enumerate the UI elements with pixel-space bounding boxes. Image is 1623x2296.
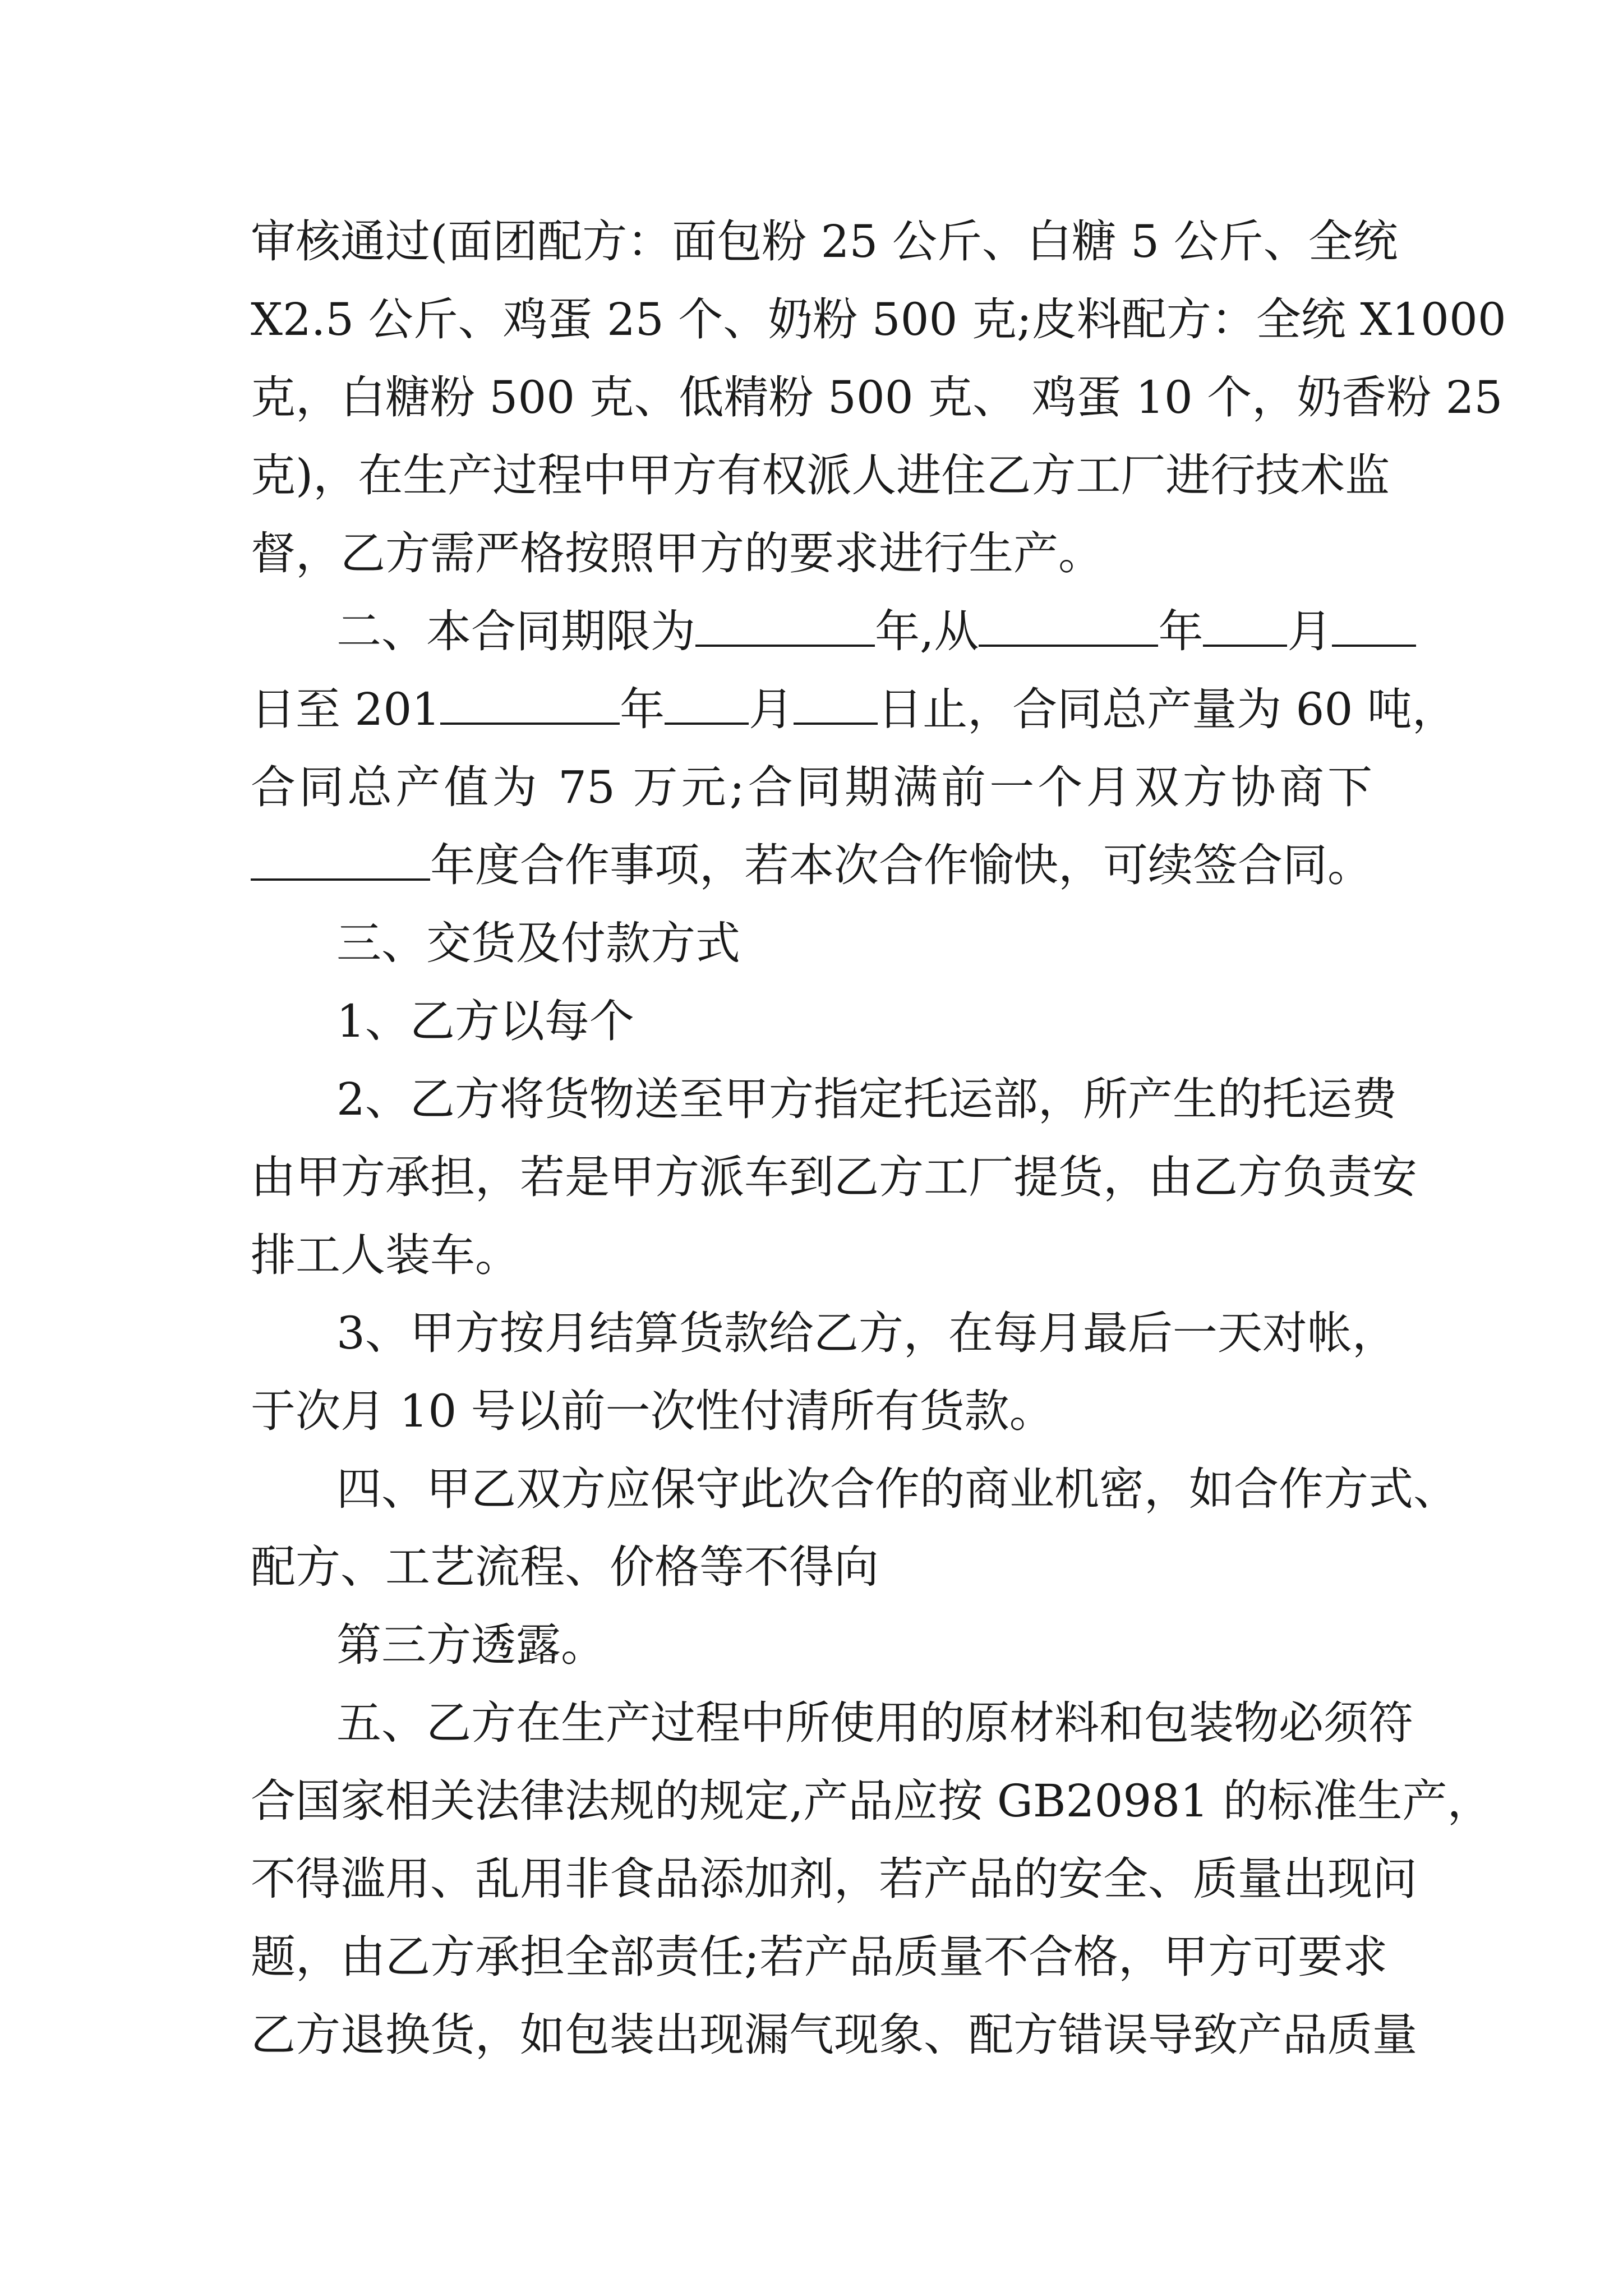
text-line: 2、乙方将货物送至甲方指定托运部，所产生的托运费 — [336, 1073, 1397, 1125]
text-line: 四、甲乙双方应保守此次合作的商业机密，如合作方式、 — [336, 1463, 1458, 1515]
text-line: 合同总产值为 75 万元;合同期满前一个月双方协商下 — [251, 761, 1372, 813]
fill-in-blank[interactable] — [251, 840, 430, 881]
text-line: 排工人装车。 — [251, 1229, 520, 1281]
fill-in-blank[interactable] — [794, 684, 878, 725]
text-line: 乙方退换货，如包装出现漏气现象、配方错误导致产品质量 — [251, 2009, 1417, 2061]
fill-in-blank[interactable] — [440, 684, 620, 725]
fill-in-blank[interactable] — [695, 606, 875, 647]
fill-in-blank[interactable] — [1332, 606, 1416, 647]
text-line: 克，白糖粉 500 克、低精粉 500 克、 鸡蛋 10 个，奶香粉 25 — [251, 371, 1503, 424]
text-line: 不得滥用、乱用非食品添加剂，若产品的安全、质量出现问 — [251, 1853, 1417, 1905]
text-segment: 年 — [1158, 605, 1204, 657]
text-segment: 日至 201 — [251, 683, 441, 735]
text-line: 配方、工艺流程、价格等不得向 — [251, 1541, 879, 1593]
text-line: X2.5 公斤、鸡蛋 25 个、奶粉 500 克;皮料配方：全统 X1000 — [251, 293, 1506, 346]
cooperation-line — [251, 823, 1372, 908]
text-segment: 日止，合同总产量为 60 吨， — [878, 683, 1457, 735]
section-heading: 三、交货及付款方式 — [336, 917, 740, 969]
text-line: 3、甲方按月结算货款给乙方，在每月最后一天对帐， — [336, 1307, 1397, 1359]
text-line: 于次月 10 号以前一次性付清所有货款。 — [251, 1385, 1054, 1437]
fill-in-blank[interactable] — [1203, 606, 1287, 647]
text-segment: 年,从 — [875, 605, 979, 657]
text-line: 五、乙方在生产过程中所使用的原材料和包装物必须符 — [336, 1697, 1413, 1749]
text-line: 督，乙方需严格按照甲方的要求进行生产。 — [251, 527, 1103, 579]
text-line: 第三方透露。 — [336, 1619, 606, 1671]
text-segment: 月 — [1287, 605, 1332, 657]
text-segment: 年 — [620, 683, 665, 735]
text-line: 1、乙方以每个 — [336, 995, 634, 1047]
text-line: 克)，在生产过程中甲方有权派人进住乙方工厂进行技术监 — [251, 449, 1390, 501]
text-segment: 年度合作事项，若本次合作愉快，可续签合同。 — [430, 839, 1372, 891]
text-line: 审核通过(面团配方：面包粉 25 公斤、白糖 5 公斤、全统 — [251, 215, 1398, 268]
fill-in-blank[interactable] — [979, 606, 1158, 647]
text-line: 由甲方承担，若是甲方派车到乙方工厂提货，由乙方负责安 — [251, 1151, 1417, 1203]
text-line: 合国家相关法律法规的规定,产品应按 GB20981 的标准生产， — [251, 1775, 1492, 1827]
text-segment: 二、本合同期限为 — [336, 605, 695, 657]
contract-term-line — [336, 590, 1372, 674]
text-line: 题，由乙方承担全部责任;若产品质量不合格，甲方可要求 — [251, 1931, 1387, 1983]
text-segment: 月 — [749, 683, 794, 735]
contract-term-line — [251, 668, 1457, 752]
fill-in-blank[interactable] — [665, 684, 749, 725]
